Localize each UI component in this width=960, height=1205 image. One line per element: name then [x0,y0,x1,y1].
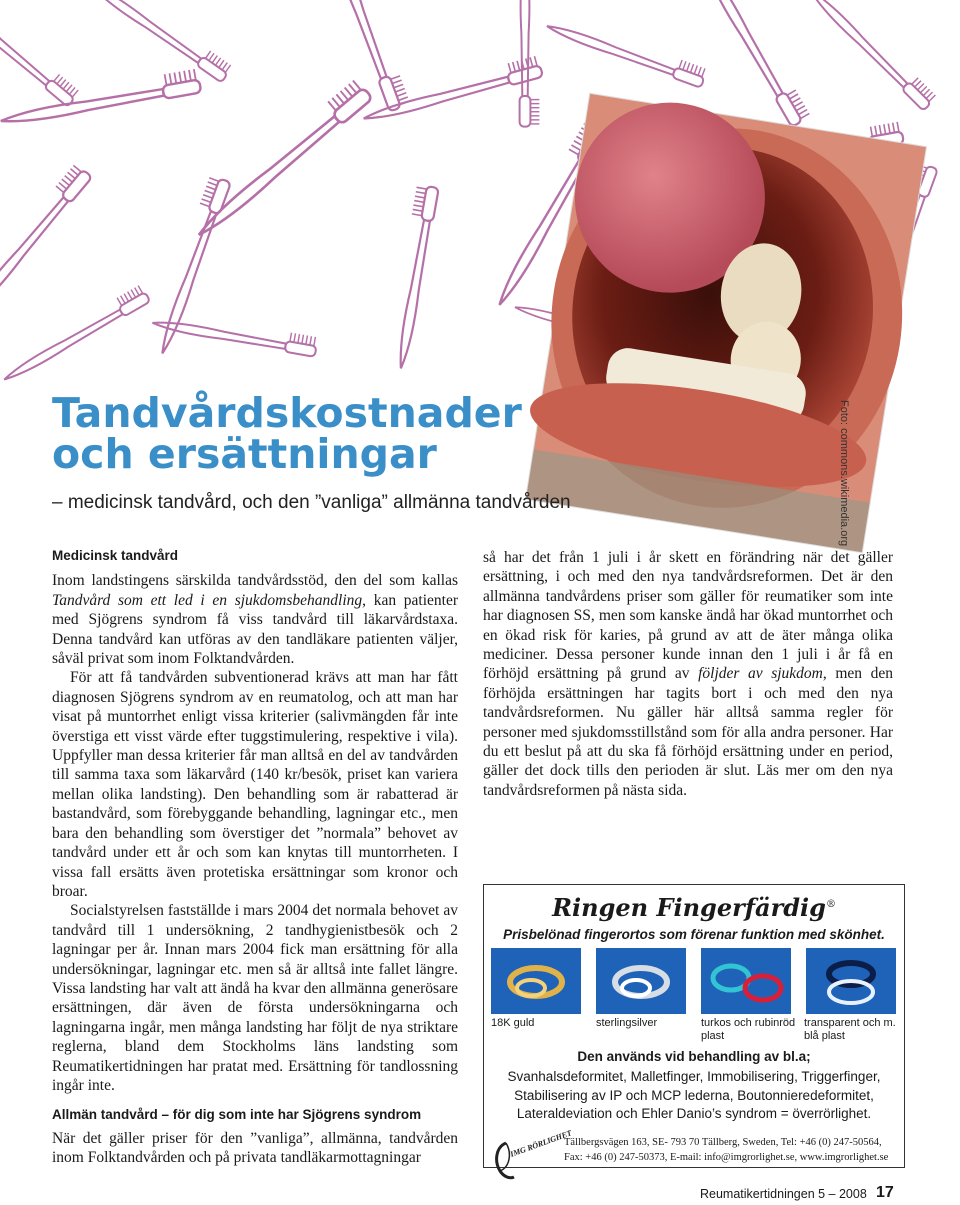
italic-term: Tandvård som ett led i en sjukdomsbehandling [52,591,363,609]
ad-title-text: Ringen Fingerfärdig [552,893,826,922]
text-span: , men den förhöjda ersättningen har tagits bort i och med den nya tandvårdsreformen. Nu gäller här alltså samma regler för personer med sjukdomsstillstånd som för alla andra personer. Har du ett beslut på att du ska få förhöjd ersättning under en period, gäller det dock tills den perioden är slut. Läs mer om den nya tandvårdsreformen på nästa sida. [483,665,893,799]
photo-credit: Foto: commons.wikimedia.org [838,400,850,547]
paragraph: Socialstyrelsen fastställde i mars 2004 det normala behovet av tandvård till 1 undersökning, 2 tandhygienistbesök och 2 lagningar per år. Innan mars 2004 fick man ersättning för alla undersökningar, lagningar etc. men så är alltså inte fallet längre. Vissa landsting har valt att ändå ha kvar den allmänna generösare ersättningen, där även de första undersökningarna och lagningarna ingår, men många landsting har följt de nya striktare reglerna, bland dem Stockholms läns landsting som Reumatikertidningen har pratat med. Ersättning för tandlossning ingår inte. [52,902,458,1094]
text-span: så har det från 1 juli i år skett en förändring när det gäller ersättning, i och med den nya tandvårdsreformen. Det är den allmänna tandvårdens priser som gäller för reumatiker som inte har diagnosen SS, men som kanske ändå har ökad muntorrhet och en ökad risk för karies, på grund av att de äter många olika mediciner. Dessa personer kunde innan den 1 juli i år få en förhöjd ersättning på grund av [483,549,893,683]
ring-splint-icon [596,948,686,1014]
ad-contact [564,1135,888,1165]
toothbrush-icon [360,55,543,124]
paragraph [483,548,893,800]
ring-label: 18K guld [491,1017,535,1029]
ad-tagline: Prisbelönad fingerortos som förenar funktion med skönhet. [503,927,885,942]
italic-term: följder av sjukdom [698,665,823,683]
img-rorlighet-logo-icon [492,1128,573,1179]
page-number: 17 [876,1184,894,1201]
title-line-1: Tandvårdskostnader [52,389,522,437]
toothbrush-icon [0,0,80,107]
ad-used-for: Den används vid behandling av bl.a; [577,1049,811,1064]
paragraph [52,571,458,668]
advertisement-ringen-fingerfardig [483,884,905,1168]
ring-labels [491,1017,901,1047]
ad-contact-line: Fax: +46 (0) 247-50373, E-mail: info@imgrorlighet.se, www.imgrorlighet.se [564,1152,889,1163]
section-heading-general: Allmän tandvård – för dig som inte har Sjögrens syndrom [52,1107,422,1123]
ring-gold-image [491,948,581,1014]
toothbrush-icon [385,184,439,369]
toothbrush-icon [152,309,319,357]
text-span: Inom landstingens särskilda tandvårdsstöd, den del som kallas [52,572,458,590]
text-span: , kan patienter med Sjögrens syndrom få viss tandvård till läkarvårdstaxa. Denna tandvård kan utföras av den tandläkare patienten väljer, såväl privat som inom Folktandvården. [52,591,458,668]
ring-splint-icon [806,948,896,1014]
toothbrush-icon [0,284,150,384]
toothbrush-icon [806,0,937,111]
toothbrush-icon [147,175,231,355]
toothbrush-icon [0,69,201,128]
ad-title [484,893,904,922]
ad-contact-line: Tällbergsvägen 163, SE- 793 70 Tällberg, Sweden, Tel: +46 (0) 247-50564, [564,1137,882,1148]
ad-conditions: Svanhalsdeformitet, Malletfinger, Immobilisering, Triggerfinger, Stabilisering av IP och MCP lederna, Boutonnieredeformitet, Lateraldeviation och Ehler Danio’s syndrom = överrörlighet. [507,1069,881,1121]
mouth-photo [526,94,926,552]
ring-turquoise-ruby-image [701,948,791,1014]
toothbrush-icon [86,0,233,83]
trademark-symbol: ® [825,899,836,910]
paragraph: När det gäller priser för den ”vanliga”, allmänna, tandvården inom Folktandvården och på privata tandläkarmottagningar [52,1129,458,1167]
ring-transparent-blue-image [806,948,896,1014]
toothbrush-icon [0,163,92,318]
toothbrush-icon [700,0,811,127]
left-column [52,546,458,1168]
toothbrush-icon [545,13,707,88]
ring-label: turkos och rubinröd plast [701,1017,796,1042]
page-title [52,389,522,478]
section-heading-medical: Medicinsk tandvård [52,548,179,563]
logo-text: IMG RÖRLIGHET [509,1128,573,1159]
ring-splint-icon [701,948,791,1014]
ring-label: sterlingsilver [596,1017,658,1029]
ring-splint-icon [491,948,581,1014]
ring-label: transparent och m. blå plast [804,1017,896,1042]
toothbrush-icon [187,78,373,240]
title-line-2: och ersättningar [52,430,437,478]
ring-silver-image [596,948,686,1014]
ring-images [491,948,901,1016]
right-column [483,548,893,800]
footer-publication: Reumatikertidningen 5 – 2008 [700,1187,867,1201]
paragraph: För att få tandvården subventionerad krävs att man har fått diagnosen Sjögrens syndrom av en reumatolog, och att man har visat på muntorrhet enligt vissa kriterier (salivmängden får inte överstiga ett visst värde efter tuggstimulering, respektive i vila). Uppfyller man dessa kriterier får man alltså en del av tandvården till samma taxa som läkarvård (140 kr/besök, priset kan variera mellan olika landsting). Den behandling som är rabatterad är bastandvård, som förebyggande behandling, lagningar etc., men bara den behandling som överstiger det ”normala” behovet av tandvård under ett år och som kan knytas till muntorrheten. I vissa fall ersätts även protetiska ersättningar som kronor och broar. [52,669,458,900]
page-subtitle: – medicinsk tandvård, och den ”vanliga” allmänna tandvården [52,492,571,513]
